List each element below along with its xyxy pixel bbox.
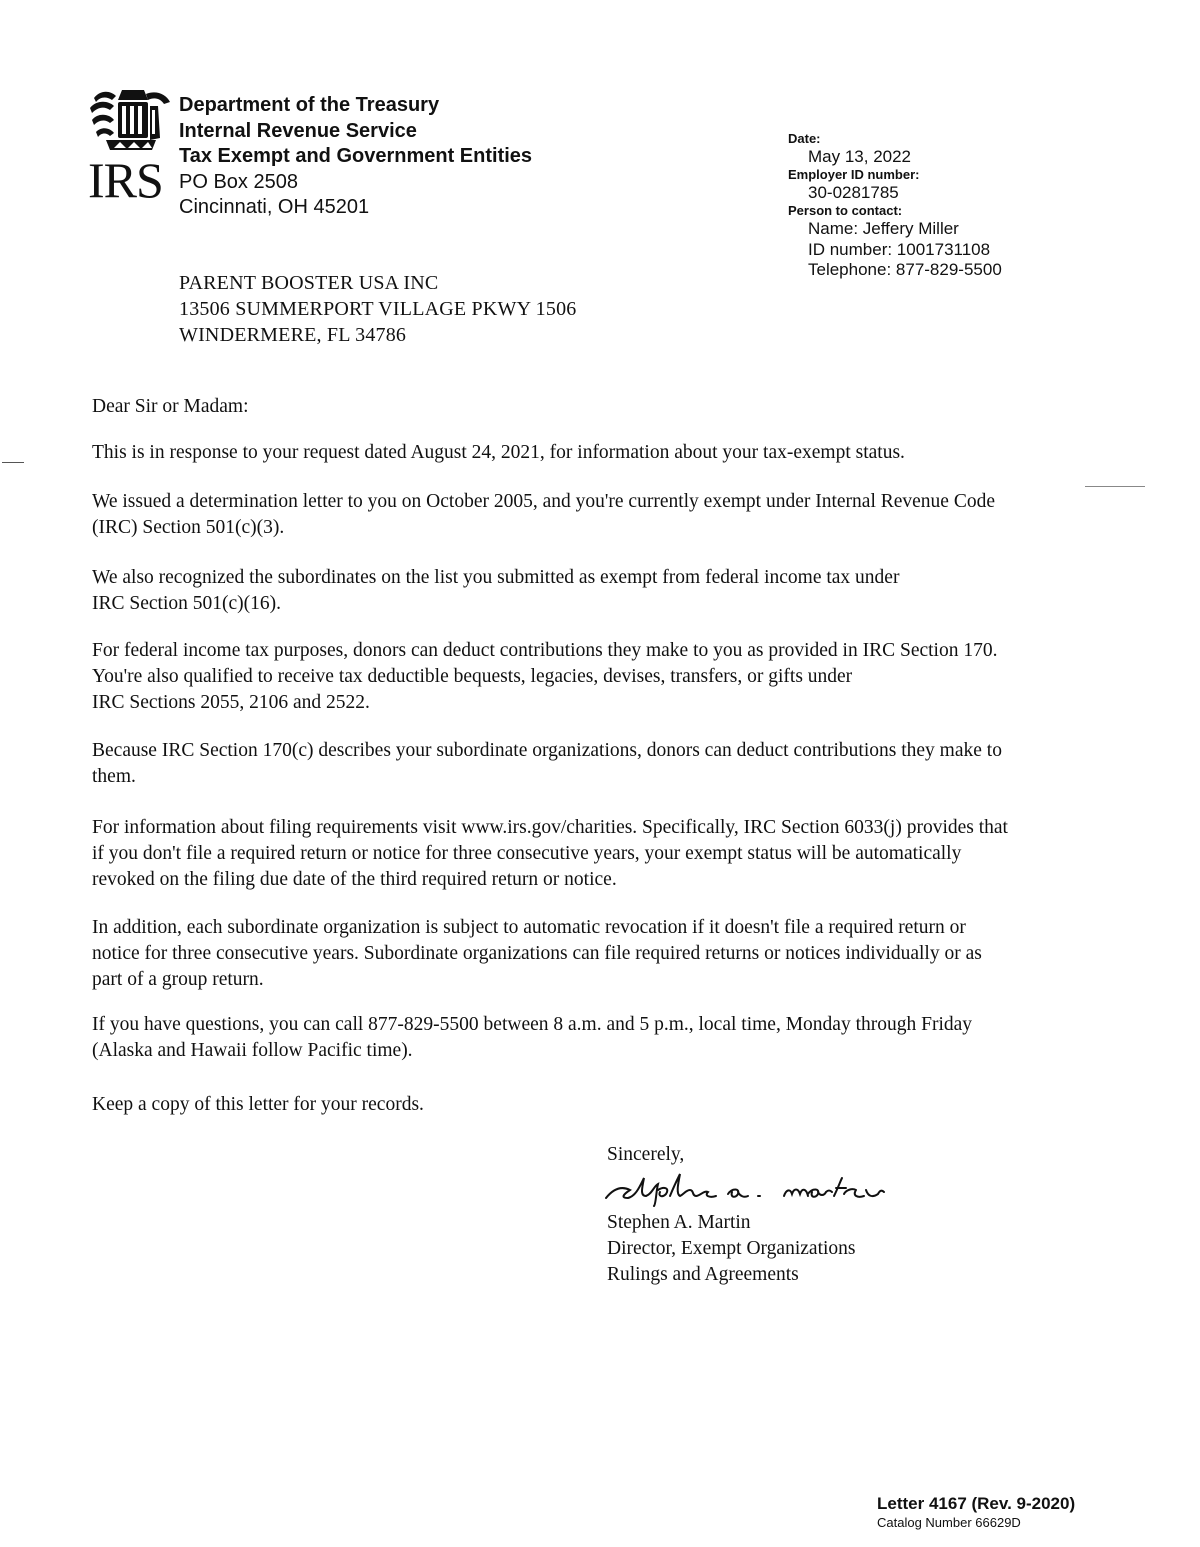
paragraph-1: This is in response to your request dated August 24, 2021, for information about your tax-exempt status. bbox=[92, 442, 905, 463]
letter-footer bbox=[877, 1494, 1075, 1532]
paragraph-3-line-2: IRC Section 501(c)(16). bbox=[92, 593, 282, 614]
paragraph-5-line-2: them. bbox=[92, 766, 136, 787]
paragraph-3-line-1: We also recognized the subordinates on the list you submitted as exempt from federal income tax under bbox=[92, 567, 900, 588]
irs-logo-text: IRS bbox=[88, 152, 163, 208]
letter-info-block bbox=[788, 131, 1002, 281]
date-value: May 13, 2022 bbox=[808, 147, 912, 166]
recipient-city: WINDERMERE, FL 34786 bbox=[179, 324, 407, 346]
paragraph-7-line-3: part of a group return. bbox=[92, 969, 264, 990]
paragraph-6 bbox=[92, 815, 1132, 893]
paragraph-6-line-2: if you don't file a required return or notice for three consecutive years, your exempt status will be automatically bbox=[92, 843, 962, 864]
contact-label: Person to contact: bbox=[788, 203, 903, 218]
contact-name: Name: Jeffery Miller bbox=[808, 219, 959, 238]
contact-id: ID number: 1001731108 bbox=[808, 239, 991, 259]
recipient-address bbox=[179, 270, 576, 348]
recipient-street: 13506 SUMMERPORT VILLAGE PKWY 1506 bbox=[179, 298, 577, 320]
ein-label: Employer ID number: bbox=[788, 167, 920, 182]
scan-artifact bbox=[1085, 486, 1145, 487]
paragraph-4-line-3: IRC Sections 2055, 2106 and 2522. bbox=[92, 692, 370, 713]
scan-artifact bbox=[2, 462, 24, 463]
paragraph-7-line-2: notice for three consecutive years. Subordinate organizations can file required returns or notices individually or as bbox=[92, 943, 982, 964]
header-agency: Internal Revenue Service bbox=[179, 119, 417, 142]
header-division: Tax Exempt and Government Entities bbox=[179, 145, 533, 167]
salutation: Dear Sir or Madam: bbox=[92, 396, 249, 417]
paragraph-5-line-1: Because IRC Section 170(c) describes your subordinate organizations, donors can deduct contributions they make to bbox=[92, 740, 1002, 761]
date-label: Date: bbox=[788, 131, 821, 146]
header-city: Cincinnati, OH 45201 bbox=[179, 196, 370, 218]
paragraph-6-line-1: For information about filing requirements visit www.irs.gov/charities. Specifically, IRC Section 6033(j) provides that bbox=[92, 817, 1008, 838]
paragraph-9: Keep a copy of this letter for your records. bbox=[92, 1094, 424, 1115]
paragraph-6-line-3: revoked on the filing due date of the third required return or notice. bbox=[92, 869, 617, 890]
paragraph-2 bbox=[92, 489, 1132, 541]
paragraph-2-line-1: We issued a determination letter to you on October 2005, and you're currently exempt under Internal Revenue Code bbox=[92, 491, 995, 512]
signer-name: Stephen A. Martin bbox=[607, 1212, 751, 1233]
paragraph-2-line-2: (IRC) Section 501(c)(3). bbox=[92, 517, 285, 538]
paragraph-4-line-1: For federal income tax purposes, donors can deduct contributions they make to you as provided in IRC Section 170. bbox=[92, 640, 998, 661]
paragraph-8-line-1: If you have questions, you can call 877-829-5500 between 8 a.m. and 5 p.m., local time, Monday through Friday bbox=[92, 1014, 973, 1035]
paragraph-8-line-2: (Alaska and Hawaii follow Pacific time). bbox=[92, 1040, 413, 1061]
signer-title-1: Director, Exempt Organizations bbox=[607, 1238, 856, 1259]
agency-header bbox=[179, 93, 532, 221]
valediction: Sincerely, bbox=[607, 1144, 685, 1165]
paragraph-4-line-2: You're also qualified to receive tax deductible bequests, legacies, devises, transfers, or gifts under bbox=[92, 666, 853, 687]
paragraph-8 bbox=[92, 1012, 1132, 1064]
handwritten-signature bbox=[600, 1168, 900, 1208]
signer-title-2: Rulings and Agreements bbox=[607, 1264, 799, 1285]
catalog-number: Catalog Number 66629D bbox=[877, 1515, 1021, 1530]
paragraph-7 bbox=[92, 915, 1132, 993]
paragraph-3 bbox=[92, 565, 1132, 617]
header-po-box: PO Box 2508 bbox=[179, 170, 298, 193]
header-department: Department of the Treasury bbox=[179, 94, 440, 116]
paragraph-5 bbox=[92, 738, 1132, 790]
paragraph-7-line-1: In addition, each subordinate organization is subject to automatic revocation if it doesn't file a required return or bbox=[92, 917, 966, 938]
paragraph-4 bbox=[92, 638, 1132, 716]
letter-form-number: Letter 4167 (Rev. 9-2020) bbox=[877, 1494, 1076, 1513]
contact-phone: Telephone: 877-829-5500 bbox=[808, 260, 1002, 279]
recipient-name: PARENT BOOSTER USA INC bbox=[179, 272, 439, 294]
ein-value: 30-0281785 bbox=[808, 183, 899, 202]
signer-block bbox=[607, 1210, 856, 1288]
